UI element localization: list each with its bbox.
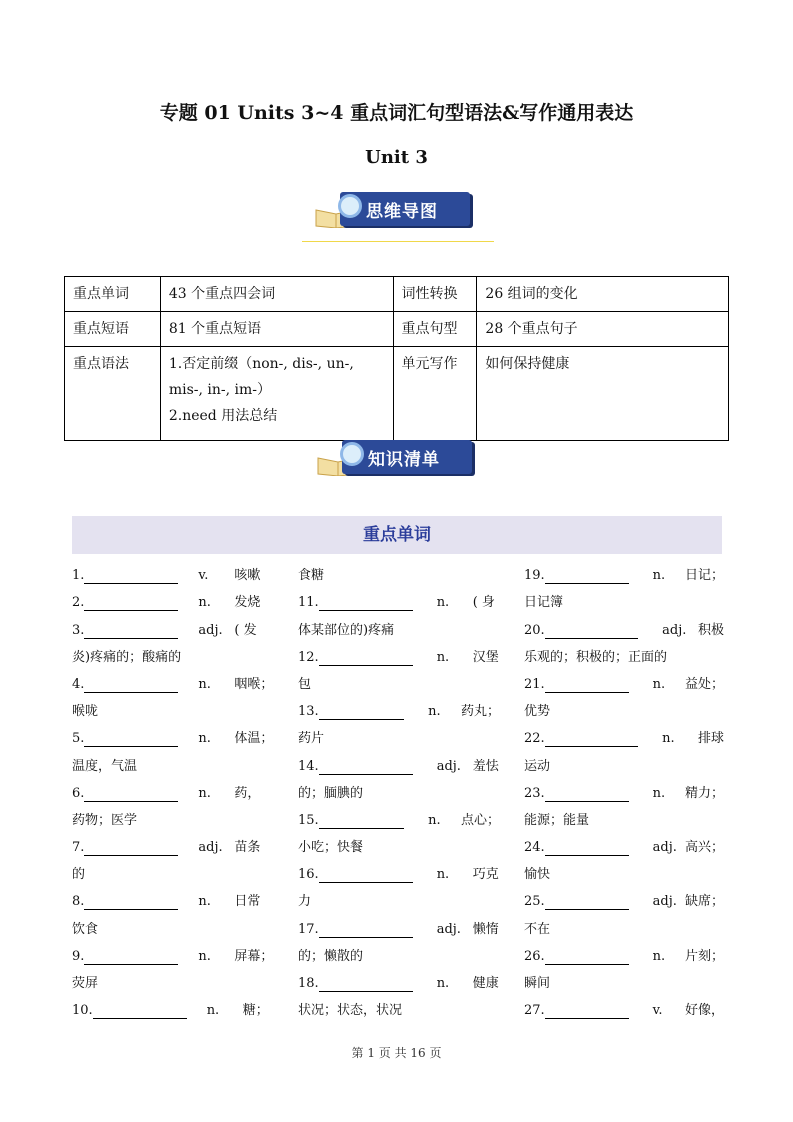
answer-blank[interactable] — [84, 570, 178, 584]
gloss: 日记； — [684, 568, 724, 584]
item-number: 27. — [524, 1003, 545, 1019]
list-item — [524, 611, 724, 638]
item-number: 11. — [298, 595, 319, 611]
gloss-continuation: 的；腼腆的 — [298, 785, 364, 801]
answer-blank[interactable] — [319, 761, 413, 775]
list-item — [72, 856, 274, 883]
answer-blank[interactable] — [84, 951, 178, 965]
list-item — [72, 802, 274, 829]
answer-blank[interactable] — [84, 733, 178, 747]
list-item — [298, 611, 500, 638]
list-item — [524, 747, 724, 774]
table-cell: 重点句型 — [393, 312, 477, 347]
table-cell: 重点短语 — [65, 312, 161, 347]
answer-blank[interactable] — [84, 896, 178, 910]
part-of-speech: n. — [652, 948, 666, 964]
answer-blank[interactable] — [319, 815, 404, 829]
gloss-continuation: 的 — [72, 867, 86, 883]
answer-blank[interactable] — [84, 679, 178, 693]
gloss: 汉堡 — [472, 649, 499, 665]
answer-blank[interactable] — [545, 679, 629, 693]
part-of-speech: n. — [436, 649, 450, 665]
part-of-speech: v. — [198, 568, 209, 584]
vocab-column-1 — [72, 557, 274, 1019]
table-cell: 26 组词的变化 — [477, 277, 729, 312]
list-item — [524, 992, 724, 1019]
part-of-speech: n. — [198, 785, 211, 801]
gloss-continuation: 力 — [298, 894, 312, 910]
gloss: 点心； — [460, 812, 500, 828]
list-item — [72, 747, 274, 774]
gloss: 巧克 — [472, 867, 499, 883]
list-item — [72, 584, 274, 611]
part-of-speech: n. — [436, 595, 450, 611]
gloss: ( 身 — [472, 595, 495, 611]
list-item — [524, 856, 724, 883]
part-of-speech: n. — [198, 894, 211, 910]
table-cell: 28 个重点句子 — [477, 312, 729, 347]
list-item — [524, 557, 724, 584]
vocab-column-3 — [524, 557, 724, 1019]
part-of-speech: n. — [436, 976, 450, 991]
gloss-continuation: 喉咙 — [72, 704, 99, 720]
list-item — [72, 775, 274, 802]
unit-heading: Unit 3 — [365, 147, 428, 168]
item-number: 16. — [298, 867, 319, 883]
gloss: 糖； — [242, 1003, 269, 1019]
gloss: 积极 — [697, 622, 724, 638]
answer-blank[interactable] — [319, 978, 413, 992]
grammar-item-1: 1.否定前缀（non-, dis-, un-, mis-, in-, im-） — [168, 356, 354, 398]
gloss-continuation: 瞬间 — [524, 976, 551, 991]
table-cell — [160, 347, 393, 441]
list-item — [524, 910, 724, 937]
list-item — [298, 938, 500, 965]
gloss-continuation: 运动 — [524, 758, 551, 774]
list-item — [72, 720, 274, 747]
item-number: 8. — [72, 894, 85, 910]
table-cell: 重点单词 — [65, 277, 161, 312]
part-of-speech: adj. — [198, 622, 223, 638]
list-item — [72, 666, 274, 693]
item-number: 15. — [298, 812, 319, 828]
answer-blank[interactable] — [545, 896, 629, 910]
gloss: 咳嗽 — [234, 568, 261, 584]
list-item — [524, 775, 724, 802]
list-item — [524, 938, 724, 965]
item-number: 26. — [524, 948, 545, 964]
table-cell: 词性转换 — [393, 277, 477, 312]
mindmap-label: 思维导图 — [366, 202, 438, 222]
answer-blank[interactable] — [93, 1005, 187, 1019]
gloss-continuation: 不在 — [524, 921, 551, 937]
magnifier-icon — [338, 194, 362, 218]
part-of-speech: n. — [652, 676, 666, 692]
item-number: 25. — [524, 894, 545, 910]
part-of-speech: adj. — [436, 921, 461, 937]
list-item — [298, 883, 500, 910]
list-item — [524, 883, 724, 910]
gloss: 益处； — [684, 676, 724, 692]
gloss: 精力； — [684, 785, 724, 801]
gloss-continuation: 优势 — [524, 704, 551, 720]
list-item — [72, 910, 274, 937]
knowledge-label: 知识清单 — [368, 450, 440, 470]
item-number: 23. — [524, 785, 545, 801]
table-cell: 重点语法 — [65, 347, 161, 441]
part-of-speech: adj. — [436, 758, 461, 774]
part-of-speech: n. — [652, 785, 666, 801]
item-number: 21. — [524, 676, 545, 692]
answer-blank[interactable] — [319, 706, 404, 720]
vocab-column-2 — [298, 557, 500, 1019]
list-item — [524, 666, 724, 693]
list-item — [72, 938, 274, 965]
item-number: 14. — [298, 758, 319, 774]
gloss: 体温； — [234, 731, 274, 747]
gloss-continuation: 药物；医学 — [72, 812, 138, 828]
table-cell: 81 个重点短语 — [160, 312, 393, 347]
list-item — [72, 611, 274, 638]
table-cell: 如何保持健康 — [477, 347, 729, 441]
table-cell: 单元写作 — [393, 347, 477, 441]
list-item — [298, 747, 500, 774]
answer-blank[interactable] — [545, 842, 629, 856]
list-item — [298, 856, 500, 883]
gloss-continuation: 状况；状态，状况 — [298, 1003, 403, 1019]
gloss: 好像， — [684, 1003, 724, 1019]
gloss-continuation: 愉快 — [524, 867, 551, 883]
part-of-speech: n. — [428, 704, 441, 720]
list-item — [72, 965, 274, 992]
gloss-continuation: 食糖 — [298, 568, 325, 584]
gloss-continuation: 小吃；快餐 — [298, 840, 364, 856]
gloss: 健康 — [472, 976, 499, 991]
item-number: 6. — [72, 785, 85, 801]
item-number: 13. — [298, 704, 319, 720]
answer-blank[interactable] — [545, 570, 629, 584]
item-number: 5. — [72, 731, 85, 747]
part-of-speech: n. — [662, 731, 675, 747]
gloss: 日常 — [234, 894, 261, 910]
part-of-speech: n. — [652, 568, 666, 584]
gloss-continuation: 荧屏 — [72, 976, 99, 991]
list-item — [72, 639, 274, 666]
gloss: 药丸； — [460, 704, 500, 720]
list-item — [298, 802, 500, 829]
item-number: 3. — [72, 622, 85, 638]
part-of-speech: n. — [206, 1003, 220, 1019]
list-item — [298, 584, 500, 611]
item-number: 19. — [524, 568, 545, 584]
list-item — [524, 802, 724, 829]
list-item — [298, 829, 500, 856]
answer-blank[interactable] — [84, 842, 178, 856]
item-number: 17. — [298, 921, 319, 937]
answer-blank[interactable] — [319, 869, 413, 883]
part-of-speech: n. — [436, 867, 450, 883]
table-row — [65, 347, 729, 441]
answer-blank[interactable] — [84, 597, 178, 611]
gloss: 缺席； — [684, 894, 724, 910]
answer-blank[interactable] — [319, 924, 413, 938]
part-of-speech: adj. — [652, 894, 677, 910]
item-number: 10. — [72, 1003, 93, 1019]
gloss: 苗条 — [234, 840, 261, 856]
part-of-speech: v. — [652, 1003, 663, 1019]
list-item — [298, 910, 500, 937]
gloss: 懒惰 — [472, 921, 499, 937]
item-number: 12. — [298, 649, 319, 665]
answer-blank[interactable] — [319, 652, 413, 666]
table-cell: 43 个重点四会词 — [160, 277, 393, 312]
item-number: 4. — [72, 676, 85, 692]
answer-blank[interactable] — [545, 1005, 629, 1019]
list-item — [524, 639, 724, 666]
list-item — [298, 992, 500, 1019]
vocab-heading: 重点单词 — [72, 516, 722, 554]
list-item — [298, 557, 500, 584]
list-item — [72, 693, 274, 720]
list-item — [524, 829, 724, 856]
part-of-speech: n. — [198, 731, 211, 747]
answer-blank[interactable] — [319, 597, 413, 611]
gloss: 药， — [234, 785, 261, 801]
answer-blank[interactable] — [545, 625, 638, 639]
list-item — [298, 720, 500, 747]
item-number: 20. — [524, 622, 545, 638]
gloss: 高兴； — [684, 840, 724, 856]
item-number: 1. — [72, 568, 85, 584]
magnifier-icon — [340, 442, 364, 466]
item-number: 24. — [524, 840, 545, 856]
divider — [302, 241, 494, 242]
gloss-continuation: 的；懒散的 — [298, 948, 364, 964]
gloss-continuation: 包 — [298, 676, 312, 692]
list-item — [72, 557, 274, 584]
list-item — [72, 992, 274, 1019]
list-item — [298, 693, 500, 720]
list-item — [298, 666, 500, 693]
gloss: ( 发 — [234, 622, 257, 638]
gloss-continuation: 体某部位的)疼痛 — [298, 622, 395, 638]
knowledge-banner — [316, 440, 476, 478]
gloss: 片刻； — [684, 948, 724, 964]
gloss: 咽喉； — [234, 676, 274, 692]
list-item — [524, 965, 724, 992]
item-number: 9. — [72, 948, 85, 964]
part-of-speech: n. — [198, 948, 211, 964]
grammar-item-2: 2.need 用法总结 — [168, 408, 278, 424]
answer-blank[interactable] — [545, 788, 629, 802]
gloss-continuation: 乐观的；积极的；正面的 — [524, 649, 668, 665]
part-of-speech: n. — [428, 812, 441, 828]
gloss-continuation: 日记簿 — [524, 595, 564, 611]
table-row — [65, 277, 729, 312]
overview-table — [64, 276, 729, 441]
list-item — [72, 883, 274, 910]
answer-blank[interactable] — [545, 951, 629, 965]
list-item — [298, 639, 500, 666]
part-of-speech: n. — [198, 595, 211, 611]
part-of-speech: adj. — [662, 622, 687, 638]
gloss: 排球 — [697, 731, 724, 747]
page-title: 专题 01 Units 3~4 重点词汇句型语法&写作通用表达 — [159, 102, 634, 124]
list-item — [72, 829, 274, 856]
list-item — [524, 693, 724, 720]
answer-blank[interactable] — [545, 733, 638, 747]
gloss: 发烧 — [234, 595, 261, 611]
list-item — [524, 584, 724, 611]
item-number: 22. — [524, 731, 545, 747]
answer-blank[interactable] — [84, 788, 178, 802]
gloss-continuation: 药片 — [298, 731, 325, 747]
list-item — [524, 720, 724, 747]
gloss: 屏幕； — [234, 948, 274, 964]
gloss-continuation: 饮食 — [72, 921, 99, 937]
item-number: 2. — [72, 595, 85, 611]
item-number: 18. — [298, 976, 319, 991]
gloss-continuation: 能源；能量 — [524, 812, 590, 828]
list-item — [298, 775, 500, 802]
gloss-continuation: 温度，气温 — [72, 758, 138, 774]
list-item — [298, 965, 500, 992]
mindmap-banner — [314, 192, 474, 230]
gloss-continuation: 炎)疼痛的；酸痛的 — [72, 649, 182, 665]
page-footer: 第 1 页 共 16 页 — [351, 1046, 442, 1060]
part-of-speech: n. — [198, 676, 211, 692]
item-number: 7. — [72, 840, 85, 856]
part-of-speech: adj. — [652, 840, 677, 856]
gloss: 羞怯 — [472, 758, 499, 774]
table-row — [65, 312, 729, 347]
answer-blank[interactable] — [84, 625, 178, 639]
part-of-speech: adj. — [198, 840, 223, 856]
